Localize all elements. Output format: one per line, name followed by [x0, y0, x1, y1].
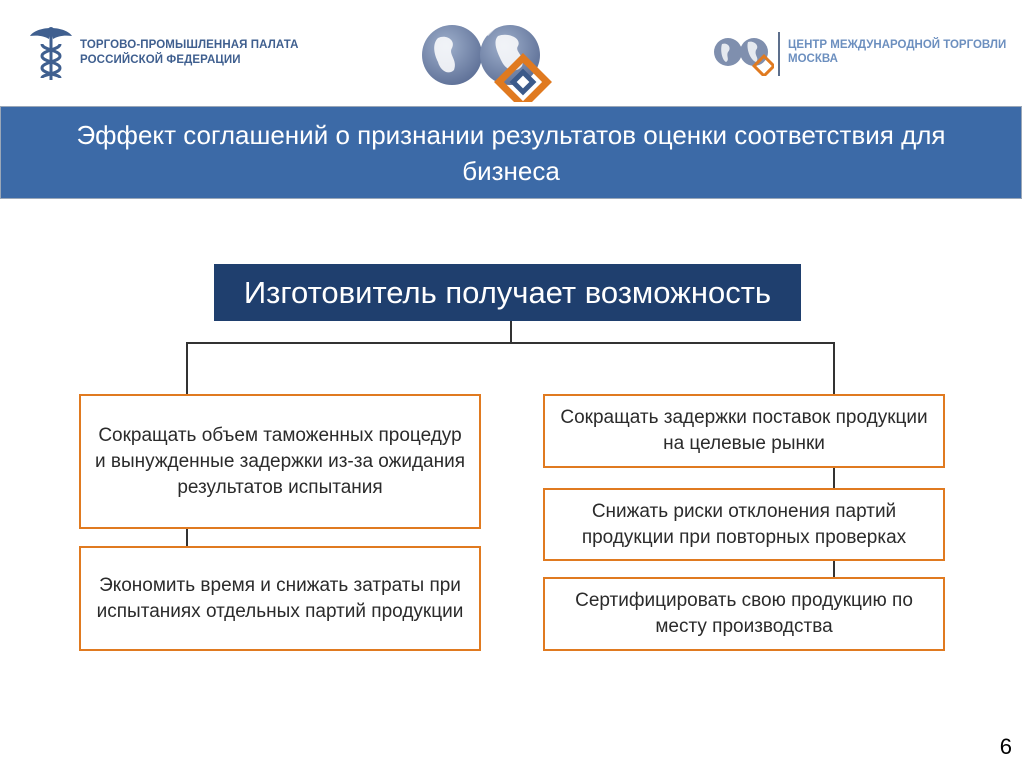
slide-title: Эффект соглашений о признании результатов оценки соответствия для бизнеса: [76, 119, 946, 186]
right-node-2: Снижать риски отклонения партий продукции при повторных проверках: [543, 488, 945, 561]
root-node: Изготовитель получает возможность: [214, 264, 801, 321]
wtc-moscow-logo: [712, 30, 1012, 80]
chamber-logo: [28, 24, 328, 88]
root-stem-line: [510, 321, 512, 343]
logo-divider: [778, 32, 780, 76]
chamber-name: ТОРГОВО-ПРОМЫШЛЕННАЯ ПАЛАТА РОССИЙСКОЙ ФЕДЕРАЦИИ: [80, 39, 299, 66]
page-number: 6: [999, 734, 1012, 759]
right-node-1: Сокращать задержки поставок продукции на целевые рынки: [543, 394, 945, 468]
left-node-2: Экономить время и снижать затраты при испытаниях отдельных партий продукции: [79, 546, 481, 651]
title-banner: [0, 106, 1022, 199]
caduceus-icon: [28, 24, 74, 84]
branch-horizontal-line: [186, 342, 835, 344]
wtc-name: ЦЕНТР МЕЖДУНАРОДНОЙ ТОРГОВЛИ МОСКВА: [788, 39, 1007, 65]
globe-logo-icon: [418, 20, 558, 102]
globe-mini-icon: [712, 30, 774, 76]
trade-center-logo: [418, 20, 558, 102]
right-node-3: Сертифицировать свою продукцию по месту производства: [543, 577, 945, 651]
left-node-1: Сокращать объем таможенных процедур и вынужденные задержки из-за ожидания результатов испытания: [79, 394, 481, 529]
